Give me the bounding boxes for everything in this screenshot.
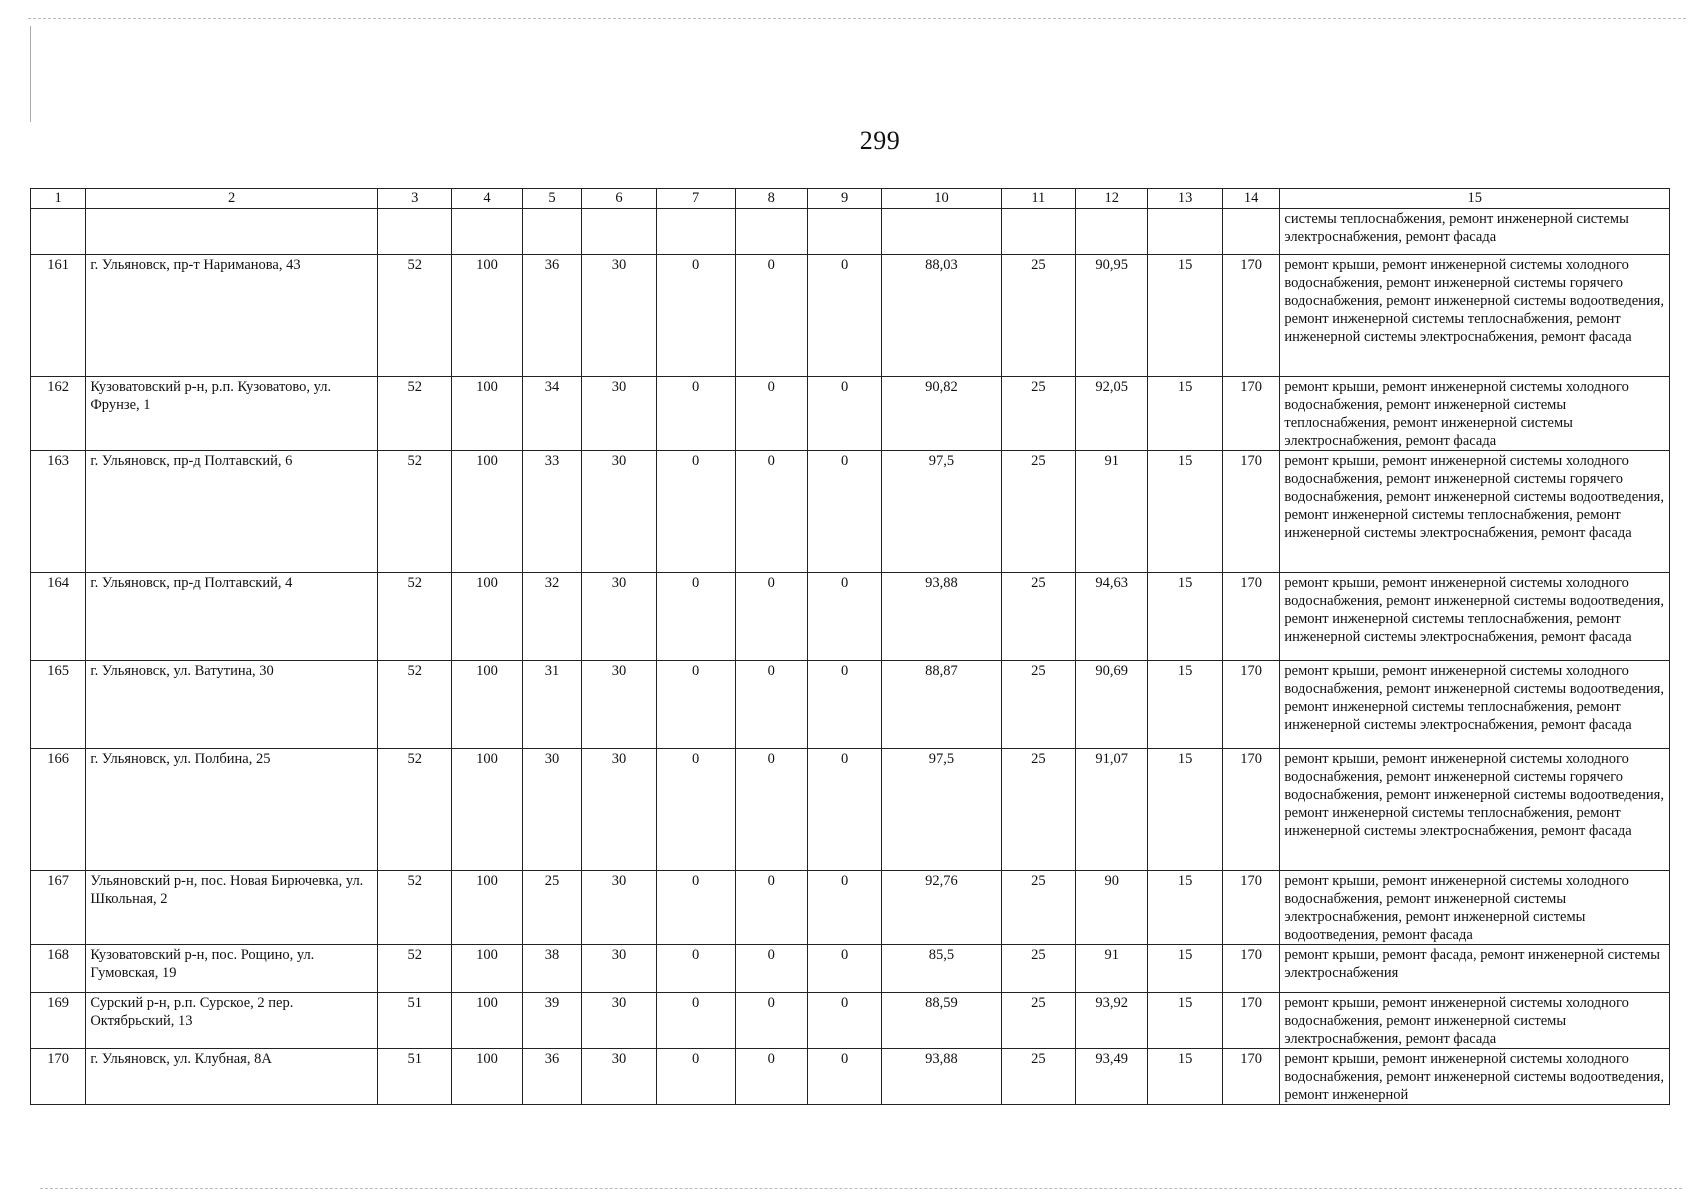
column-number: 14 (1222, 189, 1279, 209)
value-cell-c12: 93,49 (1076, 1049, 1148, 1105)
value-cell-c5: 30 (522, 749, 582, 871)
address-cell: Ульяновский р-н, пос. Новая Бирючевка, ул. Школьная, 2 (86, 871, 378, 945)
scan-frame-left (30, 26, 31, 122)
value-cell-c5: 25 (522, 871, 582, 945)
value-cell-c13: 15 (1148, 993, 1223, 1049)
value-cell-c6: 30 (582, 573, 657, 661)
value-cell-c3: 52 (377, 255, 452, 377)
value-cell-c6: 30 (582, 451, 657, 573)
value-cell-c12: 91,07 (1076, 749, 1148, 871)
value-cell-c9: 0 (807, 749, 882, 871)
value-cell-c6: 30 (582, 255, 657, 377)
column-number: 7 (656, 189, 735, 209)
value-cell-c7: 0 (656, 661, 735, 749)
column-number: 6 (582, 189, 657, 209)
value-cell-c11: 25 (1001, 573, 1076, 661)
works-cell: ремонт крыши, ремонт инженерной системы холодного водоснабжения, ремонт инженерной системы водоотведения, ремонт инженерной системы теплоснабжения, ремонт инженерной системы электроснабжения, ремонт фасада (1280, 573, 1670, 661)
value-cell-c5: 38 (522, 945, 582, 993)
value-cell-c3: 52 (377, 377, 452, 451)
value-cell-c10: 88,87 (882, 661, 1001, 749)
row-number-cell: 168 (31, 945, 86, 993)
value-cell-c7: 0 (656, 749, 735, 871)
value-cell-c5: 34 (522, 377, 582, 451)
row-number-cell: 162 (31, 377, 86, 451)
value-cell-c5: 39 (522, 993, 582, 1049)
value-cell-c10: 97,5 (882, 749, 1001, 871)
works-continuation: системы теплоснабжения, ремонт инженерной системы электроснабжения, ремонт фасада (1280, 209, 1670, 255)
column-number: 5 (522, 189, 582, 209)
value-cell-c7: 0 (656, 255, 735, 377)
value-cell-c14: 170 (1222, 945, 1279, 993)
value-cell-c9: 0 (807, 573, 882, 661)
value-cell-c4: 100 (452, 1049, 522, 1105)
value-cell-c12: 91 (1076, 451, 1148, 573)
value-cell-c14: 170 (1222, 993, 1279, 1049)
value-cell-c11: 25 (1001, 255, 1076, 377)
table-row (31, 1049, 1670, 1105)
value-cell-c5: 33 (522, 451, 582, 573)
works-cell: ремонт крыши, ремонт инженерной системы холодного водоснабжения, ремонт инженерной системы горячего водоснабжения, ремонт инженерной системы водоотведения, ремонт инженерной системы теплоснабжения, ремонт инженерной системы электроснабжения, ремонт фасада (1280, 451, 1670, 573)
row-number-cell: 163 (31, 451, 86, 573)
value-cell-c11: 25 (1001, 945, 1076, 993)
scan-frame-bottom (40, 1188, 1682, 1189)
value-cell-c4: 100 (452, 573, 522, 661)
value-cell-c9: 0 (807, 945, 882, 993)
value-cell-c4: 100 (452, 451, 522, 573)
column-number: 11 (1001, 189, 1076, 209)
value-cell-c13: 15 (1148, 871, 1223, 945)
works-cell: ремонт крыши, ремонт инженерной системы холодного водоснабжения, ремонт инженерной системы теплоснабжения, ремонт инженерной системы электроснабжения, ремонт фасада (1280, 377, 1670, 451)
address-cell: г. Ульяновск, пр-т Нариманова, 43 (86, 255, 378, 377)
value-cell-c11: 25 (1001, 1049, 1076, 1105)
value-cell-c8: 0 (735, 661, 807, 749)
value-cell-c6: 30 (582, 661, 657, 749)
value-cell-c12: 92,05 (1076, 377, 1148, 451)
value-cell-c12: 94,63 (1076, 573, 1148, 661)
column-number-row (31, 189, 1670, 209)
register-table (30, 188, 1670, 1105)
column-number: 1 (31, 189, 86, 209)
value-cell-c6: 30 (582, 1049, 657, 1105)
column-number: 4 (452, 189, 522, 209)
value-cell-c10: 92,76 (882, 871, 1001, 945)
table-row (31, 573, 1670, 661)
value-cell-c12: 90,69 (1076, 661, 1148, 749)
row-number-cell: 165 (31, 661, 86, 749)
value-cell-c5: 32 (522, 573, 582, 661)
works-cell: ремонт крыши, ремонт инженерной системы холодного водоснабжения, ремонт инженерной системы электроснабжения, ремонт фасада (1280, 993, 1670, 1049)
column-number: 3 (377, 189, 452, 209)
row-number-cell: 170 (31, 1049, 86, 1105)
value-cell-c3: 51 (377, 1049, 452, 1105)
value-cell-c13: 15 (1148, 661, 1223, 749)
value-cell-c12: 91 (1076, 945, 1148, 993)
value-cell-c6: 30 (582, 945, 657, 993)
address-cell: г. Ульяновск, ул. Полбина, 25 (86, 749, 378, 871)
value-cell-c3: 51 (377, 993, 452, 1049)
address-cell: г. Ульяновск, пр-д Полтавский, 6 (86, 451, 378, 573)
table-row (31, 377, 1670, 451)
column-number: 8 (735, 189, 807, 209)
table-row (31, 945, 1670, 993)
value-cell-c8: 0 (735, 377, 807, 451)
value-cell-c5: 31 (522, 661, 582, 749)
row-number-cell: 167 (31, 871, 86, 945)
value-cell-c8: 0 (735, 451, 807, 573)
value-cell-c10: 93,88 (882, 1049, 1001, 1105)
table-row (31, 661, 1670, 749)
value-cell-c7: 0 (656, 945, 735, 993)
column-number: 12 (1076, 189, 1148, 209)
page-number: 299 (859, 126, 901, 155)
value-cell-c3: 52 (377, 749, 452, 871)
column-number: 10 (882, 189, 1001, 209)
value-cell-c8: 0 (735, 871, 807, 945)
value-cell-c10: 93,88 (882, 573, 1001, 661)
value-cell-c7: 0 (656, 573, 735, 661)
value-cell-c10: 88,59 (882, 993, 1001, 1049)
works-cell: ремонт крыши, ремонт инженерной системы холодного водоснабжения, ремонт инженерной системы горячего водоснабжения, ремонт инженерной системы водоотведения, ремонт инженерной системы теплоснабжения, ремонт инженерной системы электроснабжения, ремонт фасада (1280, 255, 1670, 377)
works-cell: ремонт крыши, ремонт фасада, ремонт инженерной системы электроснабжения (1280, 945, 1670, 993)
value-cell-c12: 90 (1076, 871, 1148, 945)
address-cell: Кузоватовский р-н, пос. Рощино, ул. Гумовская, 19 (86, 945, 378, 993)
value-cell-c5: 36 (522, 255, 582, 377)
value-cell-c14: 170 (1222, 377, 1279, 451)
continuation-row (31, 209, 1670, 255)
value-cell-c14: 170 (1222, 451, 1279, 573)
value-cell-c13: 15 (1148, 255, 1223, 377)
value-cell-c7: 0 (656, 993, 735, 1049)
column-number: 13 (1148, 189, 1223, 209)
row-number-cell: 161 (31, 255, 86, 377)
value-cell-c8: 0 (735, 1049, 807, 1105)
column-number: 2 (86, 189, 378, 209)
value-cell-c11: 25 (1001, 871, 1076, 945)
value-cell-c9: 0 (807, 871, 882, 945)
value-cell-c6: 30 (582, 871, 657, 945)
value-cell-c7: 0 (656, 377, 735, 451)
address-cell: Сурский р-н, р.п. Сурское, 2 пер. Октябрьский, 13 (86, 993, 378, 1049)
value-cell-c14: 170 (1222, 661, 1279, 749)
value-cell-c8: 0 (735, 255, 807, 377)
value-cell-c11: 25 (1001, 661, 1076, 749)
value-cell-c4: 100 (452, 661, 522, 749)
value-cell-c7: 0 (656, 1049, 735, 1105)
value-cell-c4: 100 (452, 945, 522, 993)
value-cell-c11: 25 (1001, 377, 1076, 451)
value-cell-c13: 15 (1148, 377, 1223, 451)
address-cell: г. Ульяновск, ул. Клубная, 8А (86, 1049, 378, 1105)
value-cell-c4: 100 (452, 377, 522, 451)
value-cell-c7: 0 (656, 871, 735, 945)
value-cell-c13: 15 (1148, 1049, 1223, 1105)
value-cell-c6: 30 (582, 749, 657, 871)
value-cell-c11: 25 (1001, 993, 1076, 1049)
table-row (31, 871, 1670, 945)
value-cell-c6: 30 (582, 993, 657, 1049)
table-row (31, 749, 1670, 871)
value-cell-c4: 100 (452, 871, 522, 945)
value-cell-c4: 100 (452, 255, 522, 377)
value-cell-c3: 52 (377, 661, 452, 749)
value-cell-c9: 0 (807, 993, 882, 1049)
value-cell-c14: 170 (1222, 573, 1279, 661)
value-cell-c6: 30 (582, 377, 657, 451)
column-number: 9 (807, 189, 882, 209)
value-cell-c9: 0 (807, 255, 882, 377)
value-cell-c13: 15 (1148, 451, 1223, 573)
table-row (31, 993, 1670, 1049)
works-cell: ремонт крыши, ремонт инженерной системы холодного водоснабжения, ремонт инженерной системы водоотведения, ремонт инженерной (1280, 1049, 1670, 1105)
value-cell-c5: 36 (522, 1049, 582, 1105)
value-cell-c10: 85,5 (882, 945, 1001, 993)
table-row (31, 451, 1670, 573)
value-cell-c4: 100 (452, 993, 522, 1049)
value-cell-c13: 15 (1148, 749, 1223, 871)
value-cell-c11: 25 (1001, 451, 1076, 573)
value-cell-c14: 170 (1222, 255, 1279, 377)
value-cell-c11: 25 (1001, 749, 1076, 871)
works-cell: ремонт крыши, ремонт инженерной системы холодного водоснабжения, ремонт инженерной системы водоотведения, ремонт инженерной системы теплоснабжения, ремонт инженерной системы электроснабжения, ремонт фасада (1280, 661, 1670, 749)
works-cell: ремонт крыши, ремонт инженерной системы холодного водоснабжения, ремонт инженерной системы электроснабжения, ремонт инженерной системы водоотведения, ремонт фасада (1280, 871, 1670, 945)
value-cell-c9: 0 (807, 451, 882, 573)
value-cell-c9: 0 (807, 377, 882, 451)
value-cell-c14: 170 (1222, 749, 1279, 871)
value-cell-c8: 0 (735, 749, 807, 871)
value-cell-c10: 88,03 (882, 255, 1001, 377)
value-cell-c12: 93,92 (1076, 993, 1148, 1049)
value-cell-c3: 52 (377, 871, 452, 945)
address-cell: г. Ульяновск, ул. Ватутина, 30 (86, 661, 378, 749)
address-cell: г. Ульяновск, пр-д Полтавский, 4 (86, 573, 378, 661)
works-cell: ремонт крыши, ремонт инженерной системы холодного водоснабжения, ремонт инженерной системы горячего водоснабжения, ремонт инженерной системы водоотведения, ремонт инженерной системы теплоснабжения, ремонт инженерной системы электроснабжения, ремонт фасада (1280, 749, 1670, 871)
address-cell: Кузоватовский р-н, р.п. Кузоватово, ул. Фрунзе, 1 (86, 377, 378, 451)
row-number-cell: 166 (31, 749, 86, 871)
value-cell-c8: 0 (735, 993, 807, 1049)
value-cell-c13: 15 (1148, 573, 1223, 661)
table-row (31, 255, 1670, 377)
value-cell-c3: 52 (377, 573, 452, 661)
row-number-cell: 164 (31, 573, 86, 661)
value-cell-c10: 97,5 (882, 451, 1001, 573)
column-number: 15 (1280, 189, 1670, 209)
value-cell-c14: 170 (1222, 871, 1279, 945)
value-cell-c9: 0 (807, 1049, 882, 1105)
value-cell-c8: 0 (735, 573, 807, 661)
value-cell-c10: 90,82 (882, 377, 1001, 451)
value-cell-c3: 52 (377, 945, 452, 993)
value-cell-c3: 52 (377, 451, 452, 573)
value-cell-c13: 15 (1148, 945, 1223, 993)
scan-frame-top (28, 18, 1686, 19)
value-cell-c8: 0 (735, 945, 807, 993)
value-cell-c7: 0 (656, 451, 735, 573)
value-cell-c14: 170 (1222, 1049, 1279, 1105)
value-cell-c12: 90,95 (1076, 255, 1148, 377)
value-cell-c9: 0 (807, 661, 882, 749)
row-number-cell: 169 (31, 993, 86, 1049)
value-cell-c4: 100 (452, 749, 522, 871)
